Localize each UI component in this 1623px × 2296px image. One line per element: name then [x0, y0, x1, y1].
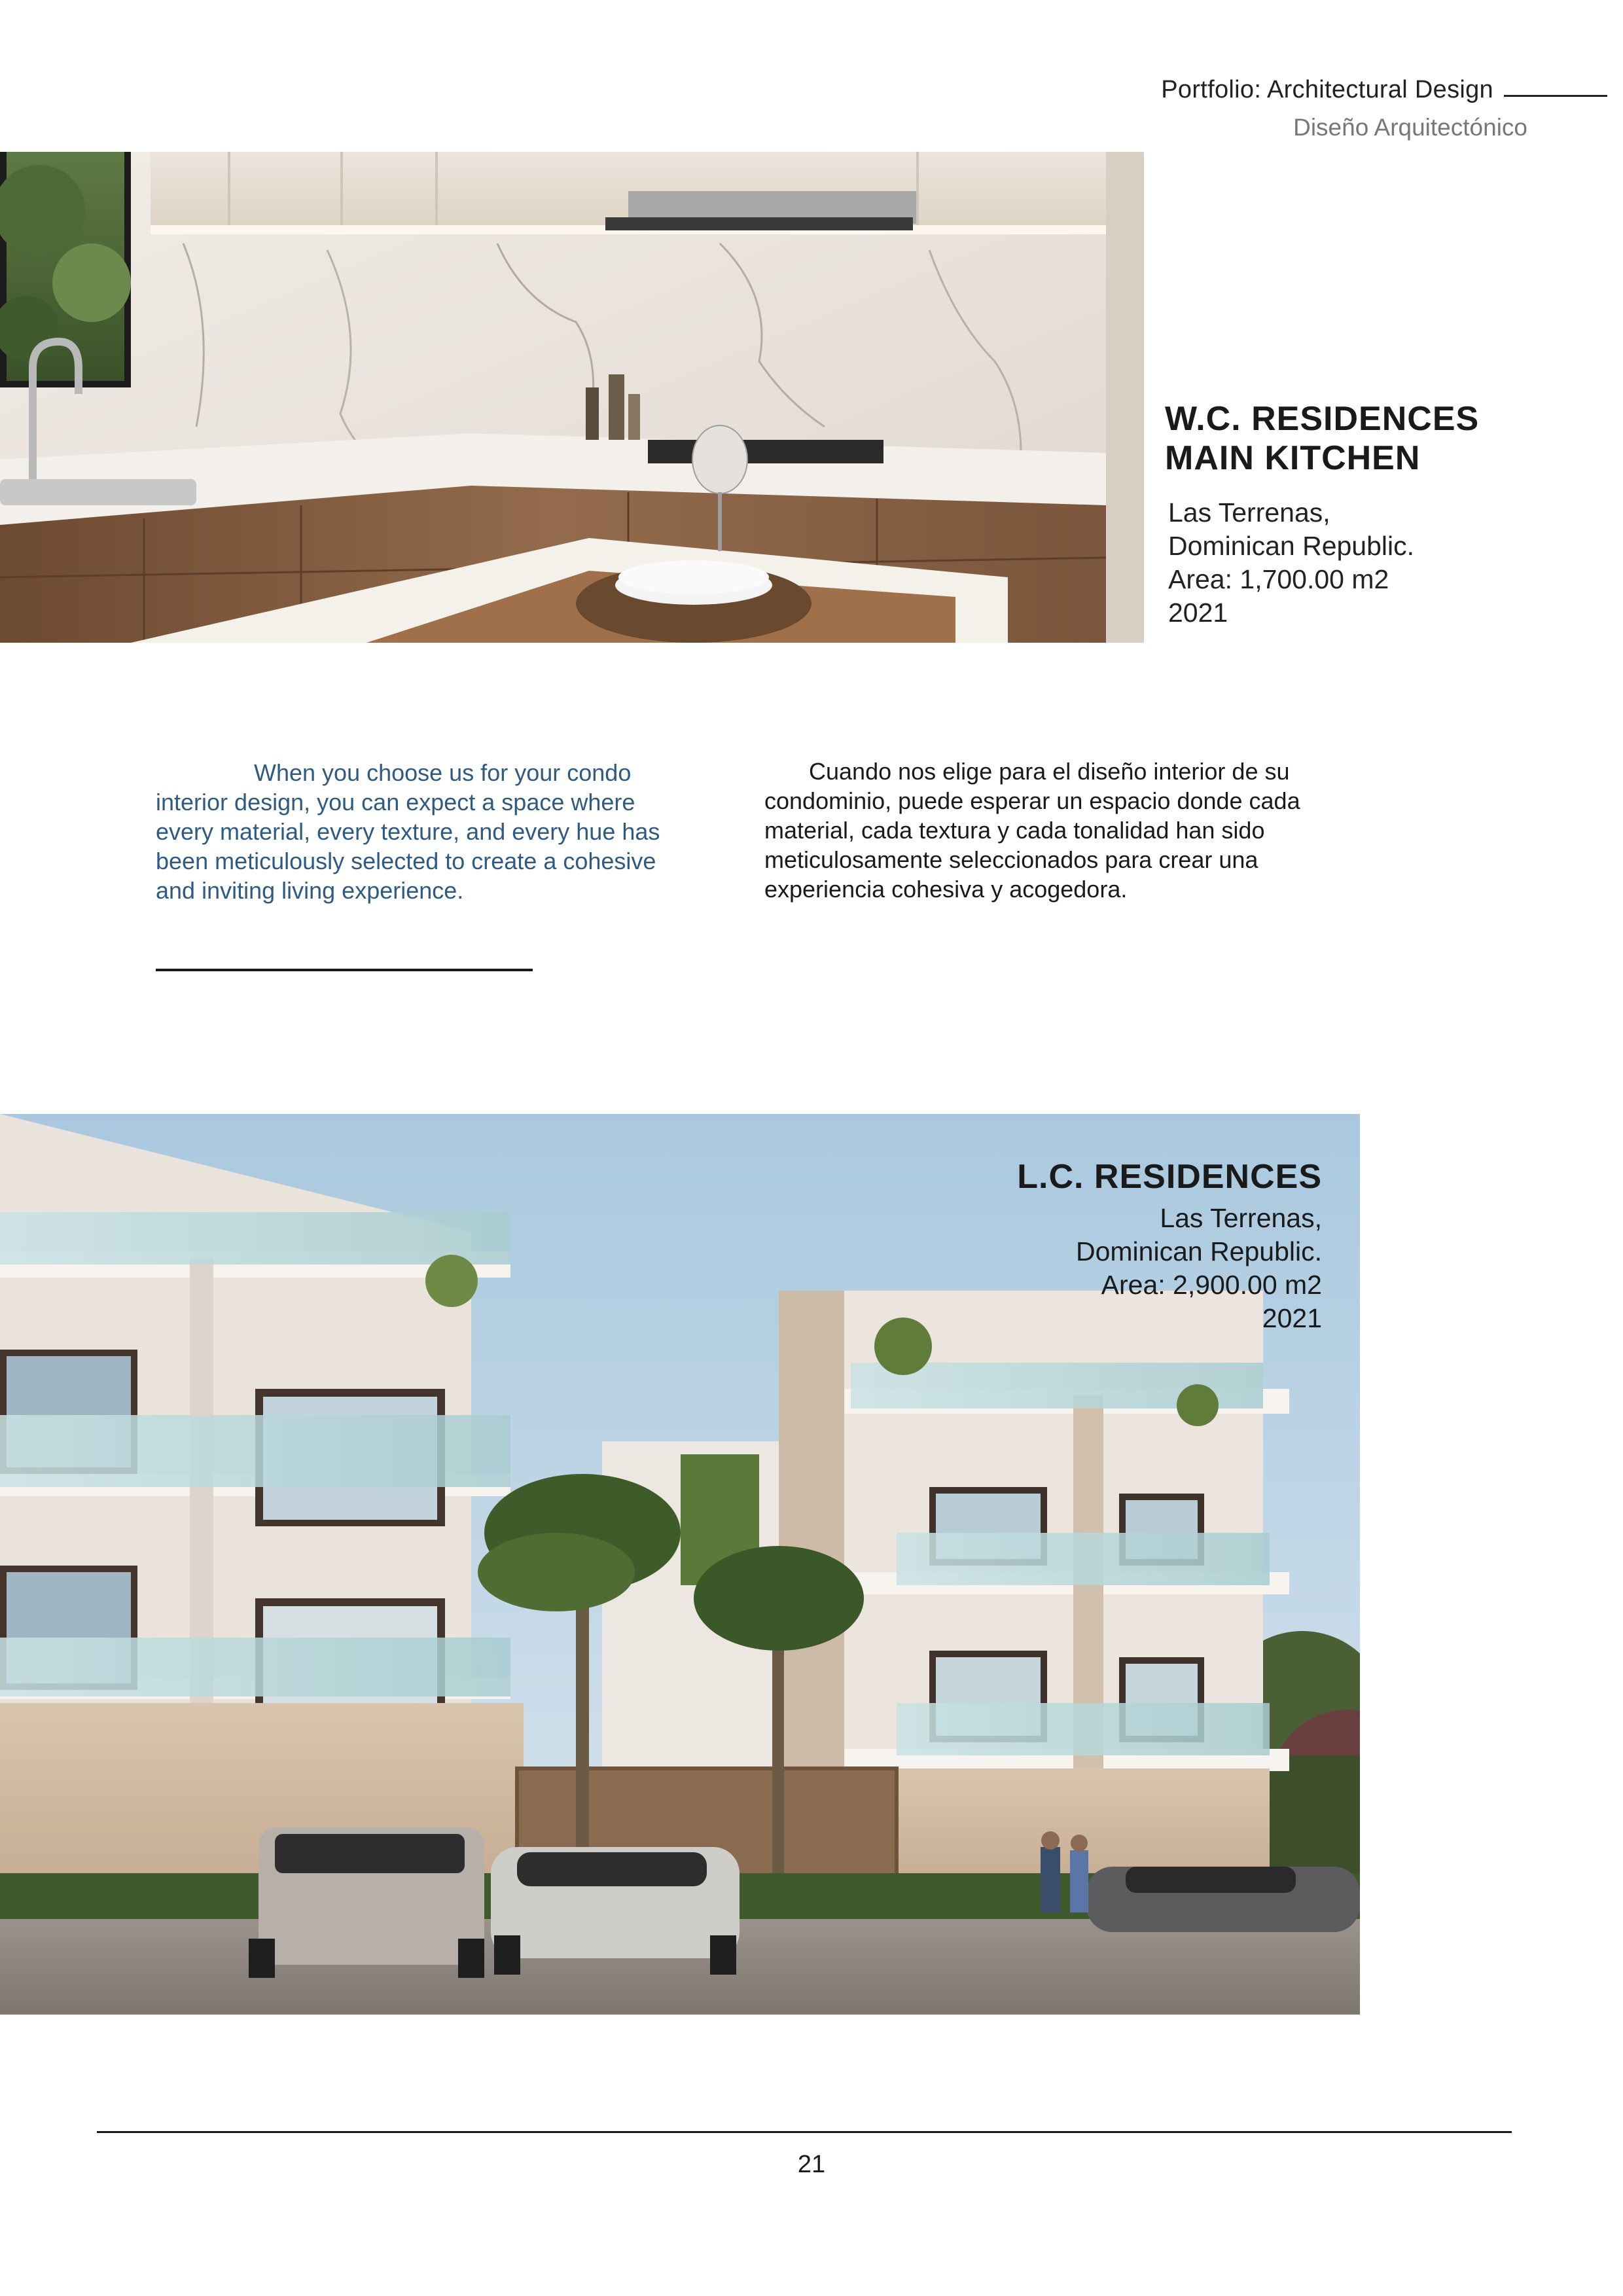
portfolio-title: Portfolio: Architectural Design: [1161, 76, 1493, 103]
footer-rule: [97, 2131, 1512, 2133]
project-1-title: [1165, 399, 1479, 478]
description-spanish-text: Cuando nos elige para el diseño interior de su condominio, puede esperar un espacio donde cada material, cada textura y cada tonalidad han sido meticulosamente seleccionados para crear una experiencia cohesiva y acogedora.: [764, 758, 1300, 903]
page-number: 21: [797, 2151, 826, 2178]
project-1-area: Area: 1,700.00 m2: [1168, 564, 1389, 594]
project-1-details: [1168, 496, 1414, 630]
project-1-year: 2021: [1168, 598, 1228, 628]
section-divider: [156, 969, 533, 971]
project-2-details: [1076, 1202, 1322, 1335]
project-1-location-line-2: Dominican Republic.: [1168, 531, 1415, 561]
project-2-year: 2021: [1262, 1303, 1322, 1333]
project-2-area: Area: 2,900.00 m2: [1101, 1270, 1322, 1300]
header-rule: [1504, 95, 1607, 97]
description-english-text: When you choose us for your condo interior design, you can expect a space where every material, every texture, and every hue has been meticulously selected to create a cohesive and inviting living experience.: [156, 759, 660, 904]
project-2-location-line-1: Las Terrenas,: [1160, 1203, 1322, 1233]
description-english: [156, 758, 699, 905]
project-2-title: L.C. RESIDENCES: [1017, 1158, 1322, 1196]
kitchen-photo: [0, 152, 1144, 643]
project-1-location-line-1: Las Terrenas,: [1168, 497, 1330, 528]
project-1-title-line-2: MAIN KITCHEN: [1165, 439, 1421, 477]
project-1-title-line-1: W.C. RESIDENCES: [1165, 400, 1480, 438]
project-2-location-line-2: Dominican Republic.: [1075, 1236, 1322, 1266]
portfolio-subtitle: Diseño Arquitectónico: [1293, 114, 1527, 141]
description-spanish: [764, 757, 1353, 904]
